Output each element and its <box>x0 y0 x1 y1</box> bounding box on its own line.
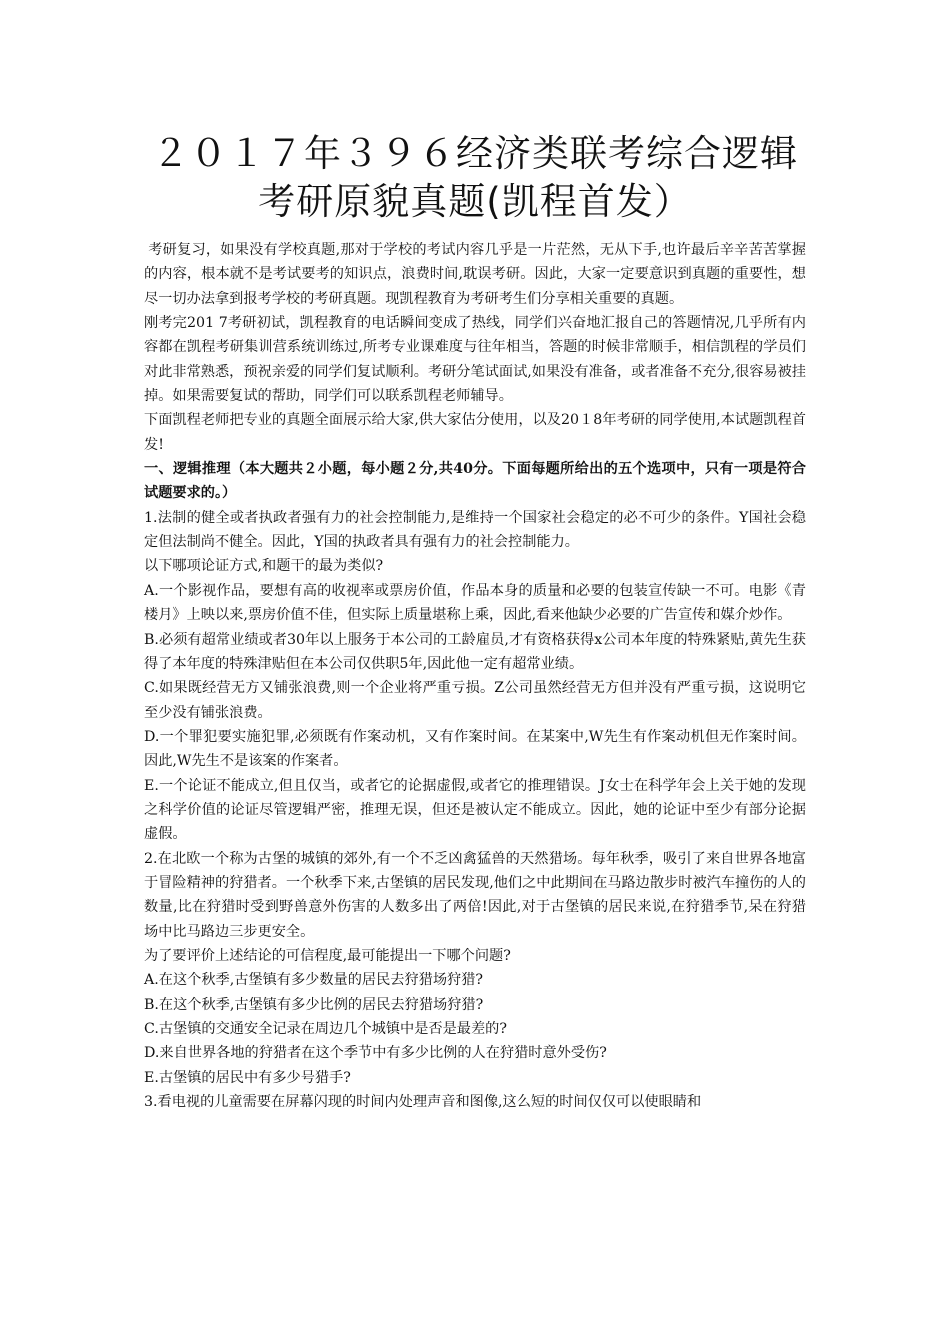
question-1-option-a: A.一个影视作品，要想有高的收视率或票房价值，作品本身的质量和必要的包装宣传缺一不可。电影《青楼月》上映以来,票房价值不佳，但实际上质量堪称上乘，因此,看来他缺少必要的广告宣传和媒介炒作。 <box>144 582 806 624</box>
question-2-option-c: C.古堡镇的交通安全记录在周边几个城镇中是否是最差的? <box>144 1021 507 1037</box>
intro-paragraph: 下面凯程老师把专业的真题全面展示给大家,供大家估分使用，以及20１8年考研的同学使用,本试题凯程首发! <box>144 412 806 453</box>
section-heading: 一、逻辑推理（本大题共２小题，每小题２分,共40分。下面每题所给出的五个选项中，只有一项是符合试题要求的。） <box>144 461 806 502</box>
question-1-option-c: C.如果既经营无方又铺张浪费,则一个企业将严重亏损。Z公司虽然经营无方但并没有严重亏损，这说明它至少没有铺张浪费。 <box>144 680 806 721</box>
question-1-option-e: E.一个论证不能成立,但且仅当，或者它的论据虚假,或者它的推理错误。J女士在科学年会上关于她的发现之科学价值的论证尽管逻辑严密，推理无误，但还是被认定不能成立。因此，她的论证中至少有部分论据虚假。 <box>144 777 806 843</box>
intro-paragraph: 考研复习，如果没有学校真题,那对于学校的考试内容几乎是一片茫然，无从下手,也许最后辛辛苦苦掌握的内容，根本就不是考试要考的知识点，浪费时间,耽误考研。因此，大家一定要意识到真题的重要性，想尽一切办法拿到报考学校的考研真题。现凯程教育为考研考生们分享相关重要的真题。 <box>144 242 806 307</box>
page-title-line-2: 考研原貌真题(凯程首发） <box>258 180 692 223</box>
question-2-stem: 2.在北欧一个称为古堡的城镇的郊外,有一个不乏凶禽猛兽的天然猎场。每年秋季，吸引了来自世界各地富于冒险精神的狩猎者。一个秋季下来,古堡镇的居民发现,他们之中此期间在马路边散步时被汽车撞伤的人的数量,比在狩猎时受到野兽意外伤害的人数多出了两倍!因此,对于古堡镇的居民来说,在狩猎季节,呆在狩猎场中比马路边三步更安全。 <box>144 850 806 940</box>
question-2-option-e: E.古堡镇的居民中有多少号猎手? <box>144 1069 351 1086</box>
question-2-prompt: 为了要评价上述结论的可信程度,最可能提出一下哪个问题? <box>144 947 511 964</box>
question-1-stem: 1.法制的健全或者执政者强有力的社会控制能力,是维持一个国家社会稳定的必不可少的条件。Y国社会稳定但法制尚不健全。因此，Y国的执政者具有强有力的社会控制能力。 <box>144 509 806 551</box>
question-2-option-a: A.在这个秋季,古堡镇有多少数量的居民去狩猎场狩猎? <box>144 972 483 989</box>
question-3-stem: 3.看电视的儿童需要在屏幕闪现的时间内处理声音和图像,这么短的时间仅仅可以使眼睛和 <box>144 1094 702 1111</box>
intro-paragraph: 刚考完201 7考研初试，凯程教育的电话瞬间变成了热线，同学们兴奋地汇报自己的答题情况,几乎所有内容都在凯程考研集训营系统训练过,所考专业课难度与往年相当，答题的时候非常顺手，相信凯程的学员们对此非常熟悉，预祝亲爱的同学们复试顺利。考研分笔试面试,如果没有准备，或者准备不充分,很容易被挂掉。如果需要复试的帮助，同学们可以联系凯程老师辅导。 <box>144 315 806 405</box>
question-2-option-d: D.来自世界各地的狩猎者在这个季节中有多少比例的人在狩猎时意外受伤? <box>144 1045 607 1062</box>
question-1-option-b: B.必须有超常业绩或者30年以上服务于本公司的工龄雇员,才有资格获得x公司本年度的特殊紧贴,黄先生获得了本年度的特殊津贴但在本公司仅供职5年,因此他一定有超常业绩。 <box>144 631 806 672</box>
document-body <box>144 238 806 1114</box>
question-1-option-d: D.一个罪犯要实施犯罪,必须既有作案动机，又有作案时间。在某案中,W先生有作案动机但无作案时间。因此,W先生不是该案的作案者。 <box>144 728 806 770</box>
page-title-line-1: ２０１７年３９６经济类联考综合逻辑 <box>152 132 798 175</box>
question-2-option-b: B.在这个秋季,古堡镇有多少比例的居民去狩猎场狩猎? <box>144 996 484 1013</box>
question-1-prompt: 以下哪项论证方式,和题干的最为类似? <box>144 558 384 575</box>
